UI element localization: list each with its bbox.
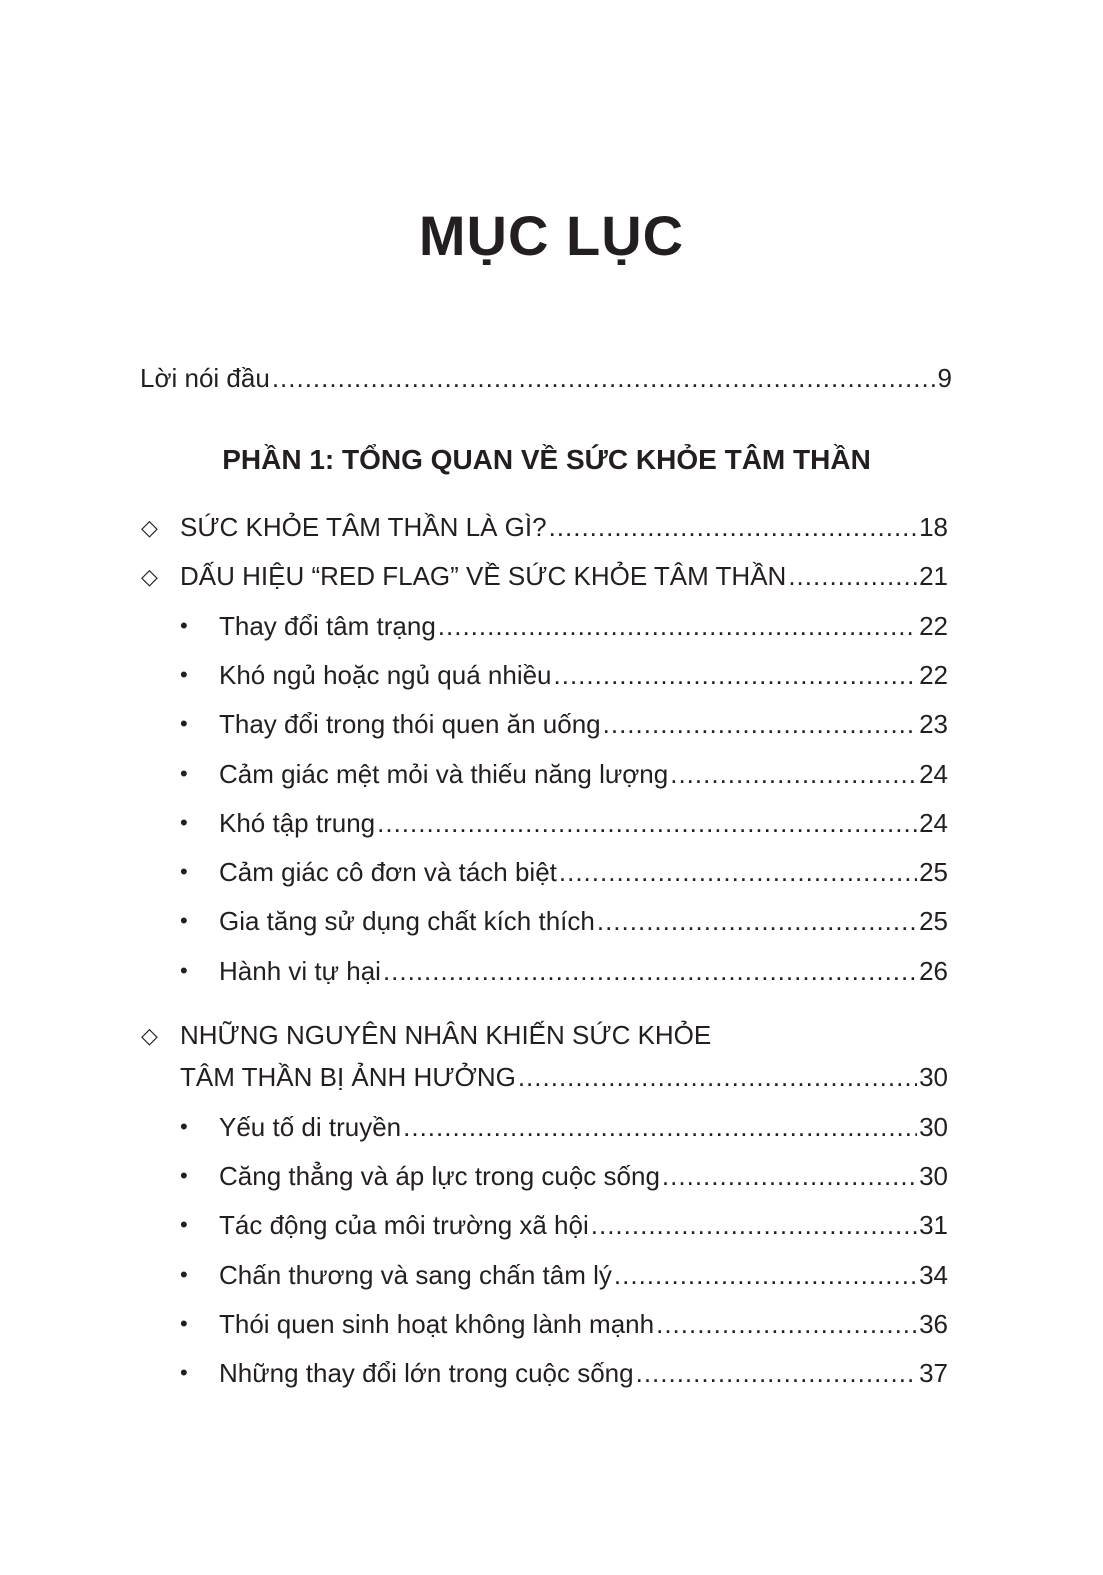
toc-entry-item[interactable]	[219, 805, 948, 841]
dot-leader	[554, 657, 918, 693]
dot-leader	[518, 1059, 917, 1095]
dot-leader	[603, 706, 917, 742]
toc-entry-label: Chấn thương và sang chấn tâm lý	[219, 1260, 612, 1290]
toc-entry-label: Thay đổi trong thói quen ăn uống	[219, 709, 601, 739]
toc-entry-label: Cảm giác cô đơn và tách biệt	[219, 857, 557, 887]
diamond-icon: ◇	[141, 1023, 158, 1048]
toc-entry-item[interactable]	[219, 756, 948, 792]
bullet-icon: •	[180, 1262, 188, 1287]
toc-entry-item[interactable]	[219, 706, 948, 742]
bullet-icon: •	[180, 859, 188, 884]
bullet-icon: •	[180, 1212, 188, 1237]
dot-leader	[788, 558, 917, 594]
bullet-icon: •	[180, 908, 188, 933]
diamond-icon: ◇	[141, 564, 158, 589]
dot-leader	[272, 360, 936, 396]
toc-entry-item[interactable]	[219, 854, 948, 890]
bullet-icon: •	[180, 1114, 188, 1139]
toc-entry-label: TÂM THẦN BỊ ẢNH HƯỞNG	[180, 1062, 516, 1092]
dot-leader	[656, 1306, 917, 1342]
dot-leader	[559, 854, 917, 890]
dot-leader	[597, 903, 917, 939]
toc-entry-label: Yếu tố di truyền	[219, 1112, 402, 1142]
toc-entry-item[interactable]	[219, 903, 948, 939]
toc-entry-label: Cảm giác mệt mỏi và thiếu năng lượng	[219, 759, 669, 789]
toc-entry-item[interactable]	[219, 953, 948, 989]
bullet-icon: •	[180, 662, 188, 687]
toc-entry-page: 37	[919, 1358, 948, 1388]
toc-entry-label: Hành vi tự hại	[219, 956, 381, 986]
toc-entry-section[interactable]	[180, 1059, 948, 1095]
dot-leader	[662, 1158, 917, 1194]
dot-leader	[549, 509, 918, 545]
bullet-icon: •	[180, 761, 188, 786]
toc-entry-preface[interactable]	[140, 360, 952, 396]
toc-entry-page: 25	[919, 906, 948, 936]
toc-entry-label: Thay đổi tâm trạng	[219, 611, 436, 641]
toc-entry-label: Tác động của môi trường xã hội	[219, 1210, 589, 1240]
toc-entry-page: 18	[919, 512, 948, 542]
dot-leader	[383, 953, 917, 989]
toc-entry-page: 31	[919, 1210, 948, 1240]
toc-entry-label: DẤU HIỆU “RED FLAG” VỀ SỨC KHỎE TÂM THẦN	[180, 561, 787, 591]
toc-entry-label: SỨC KHỎE TÂM THẦN LÀ GÌ?	[180, 512, 547, 542]
toc-entry-page: 36	[919, 1309, 948, 1339]
toc-entry-page: 24	[919, 759, 948, 789]
toc-entry-label: Căng thẳng và áp lực trong cuộc sống	[219, 1161, 660, 1191]
toc-entry-label: Những thay đổi lớn trong cuộc sống	[219, 1358, 634, 1388]
toc-entry-section[interactable]	[180, 509, 948, 545]
bullet-icon: •	[180, 613, 188, 638]
toc-entry-item[interactable]	[219, 1257, 948, 1293]
toc-entry-item[interactable]	[219, 657, 948, 693]
toc-entry-label: Khó tập trung	[219, 808, 376, 838]
bullet-icon: •	[180, 1311, 188, 1336]
toc-entry-section[interactable]	[180, 558, 948, 594]
dot-leader	[403, 1109, 917, 1145]
bullet-icon: •	[180, 1163, 188, 1188]
toc-entry-label: Gia tăng sử dụng chất kích thích	[219, 906, 595, 936]
bullet-icon: •	[180, 711, 188, 736]
toc-entry-page: 34	[919, 1260, 948, 1290]
toc-entry-page: 26	[919, 956, 948, 986]
toc-entry-page: 25	[919, 857, 948, 887]
toc-entry-page: 30	[919, 1161, 948, 1191]
toc-entry-page: 9	[937, 363, 952, 393]
part-heading: PHẦN 1: TỔNG QUAN VỀ SỨC KHỎE TÂM THẦN	[222, 444, 871, 475]
page-title: MỤC LỤC	[418, 204, 685, 267]
toc-entry-item[interactable]	[219, 1158, 948, 1194]
dot-leader	[614, 1257, 917, 1293]
toc-entry-item[interactable]	[219, 608, 948, 644]
toc-entry-page: 23	[919, 709, 948, 739]
toc-entry-label: Lời nói đầu	[140, 363, 270, 393]
dot-leader	[438, 608, 917, 644]
diamond-icon: ◇	[141, 515, 158, 540]
toc-entry-label: Khó ngủ hoặc ngủ quá nhiều	[219, 660, 552, 690]
toc-entry-item[interactable]	[219, 1355, 948, 1391]
bullet-icon: •	[180, 810, 188, 835]
dot-leader	[377, 805, 917, 841]
bullet-icon: •	[180, 958, 188, 983]
toc-entry-label: Thói quen sinh hoạt không lành mạnh	[219, 1309, 655, 1339]
toc-entry-page: 24	[919, 808, 948, 838]
dot-leader	[591, 1207, 917, 1243]
dot-leader	[670, 756, 917, 792]
bullet-icon: •	[180, 1360, 188, 1385]
toc-entry-label-line1[interactable]: NHỮNG NGUYÊN NHÂN KHIẾN SỨC KHỎE	[180, 1020, 712, 1050]
toc-entry-item[interactable]	[219, 1207, 948, 1243]
toc-entry-page: 22	[919, 611, 948, 641]
dot-leader	[636, 1355, 917, 1391]
toc-entry-item[interactable]	[219, 1306, 948, 1342]
toc-entry-page: 21	[919, 561, 948, 591]
toc-entry-page: 22	[919, 660, 948, 690]
toc-entry-item[interactable]	[219, 1109, 948, 1145]
toc-entry-page: 30	[919, 1112, 948, 1142]
toc-entry-page: 30	[919, 1062, 948, 1092]
